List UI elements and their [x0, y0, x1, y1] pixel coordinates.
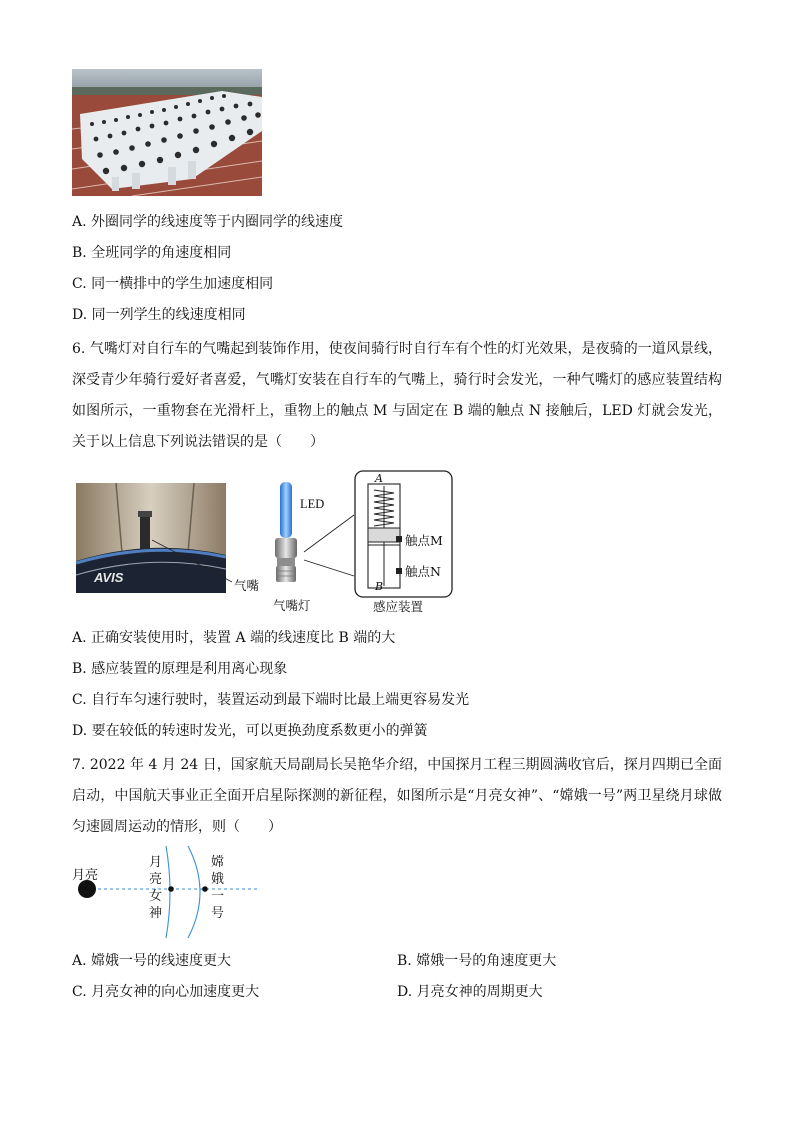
- end-a-label: A: [375, 472, 383, 485]
- end-b-label: B: [375, 580, 384, 593]
- q6-option-a: A. 正确安装使用时，装置 A 端的线速度比 B 端的大: [72, 630, 396, 646]
- inner-label-char: 亮: [149, 872, 163, 887]
- moon-label: 月亮: [72, 868, 99, 883]
- q6-option-c: C. 自行车匀速行驶时，装置运动到最下端时比最上端更容易发光: [72, 692, 470, 708]
- inner-satellite-dot: [168, 886, 174, 892]
- q7-figure: [72, 846, 272, 942]
- contact-n-label: 触点N: [405, 564, 441, 579]
- sensing-device-label: 感应装置: [373, 599, 424, 614]
- inner-label-char: 女: [149, 889, 163, 904]
- q7-option-a: A. 嫦娥一号的线速度更大: [72, 953, 232, 969]
- inner-label-char: 月: [149, 855, 163, 870]
- marching-students-photo: [72, 69, 262, 196]
- outer-satellite-label: [211, 854, 225, 922]
- q7-option-d: D. 月亮女神的周期更大: [397, 984, 543, 1000]
- valve-lamp-label: 气嘴灯: [273, 598, 311, 613]
- q6-stem: 6. 气嘴灯对自行车的气嘴起到装饰作用，使夜间骑行时自行车有个性的灯光效果，是夜骑的一道风景线，深受青少年骑行爱好者喜爱，气嘴灯安装在自行车的气嘴上，骑行时会发光，一种气嘴灯的感应装置结构如图所示，一重物套在光滑杆上，重物上的触点 M 与固定在 B 端的触点 N 接触后，LED 灯就会发光，关于以上信息下列说法错误的是（ ）: [72, 341, 722, 450]
- outer-label-char: 嫦: [211, 855, 225, 870]
- q5-option-b: B. 全班同学的角速度相同: [72, 245, 232, 261]
- outer-label-char: 一: [211, 889, 225, 904]
- q7-stem: 7. 2022 年 4 月 24 日，国家航天局副局长吴艳华介绍，中国探月工程三期圆满收官后，探月四期已全面启动，中国航天事业正全面开启星际探测的新征程，如图所示是“月亮女神”、“嫦娥一号”两卫星绕月球做匀速圆周运动的情形，则（ ）: [72, 757, 722, 835]
- contact-m-label: 触点M: [405, 533, 443, 548]
- q7-option-b: B. 嫦娥一号的角速度更大: [397, 953, 557, 969]
- inner-label-char: 神: [149, 906, 163, 921]
- inner-satellite-label: [149, 854, 163, 922]
- q5-option-d: D. 同一列学生的线速度相同: [72, 307, 246, 323]
- q6-option-d: D. 要在较低的转速时发光，可以更换劲度系数更小的弹簧: [72, 723, 428, 739]
- led-label: LED: [300, 497, 325, 511]
- orbit-diagram: [72, 846, 272, 942]
- tire-brand-text: AVIS: [94, 570, 124, 585]
- q5-option-a: A. 外圈同学的线速度等于内圈同学的线速度: [72, 214, 344, 230]
- q7-option-c: C. 月亮女神的向心加速度更大: [72, 984, 260, 1000]
- valve-label: 气嘴: [234, 578, 260, 593]
- outer-satellite-dot: [202, 886, 208, 892]
- q5-option-c: C. 同一横排中的学生加速度相同: [72, 276, 274, 292]
- outer-label-char: 娥: [211, 872, 225, 887]
- outer-label-char: 号: [211, 906, 225, 921]
- q6-option-b: B. 感应装置的原理是利用离心现象: [72, 661, 288, 677]
- q6-figure: [76, 470, 456, 616]
- q5-photo: [72, 69, 262, 196]
